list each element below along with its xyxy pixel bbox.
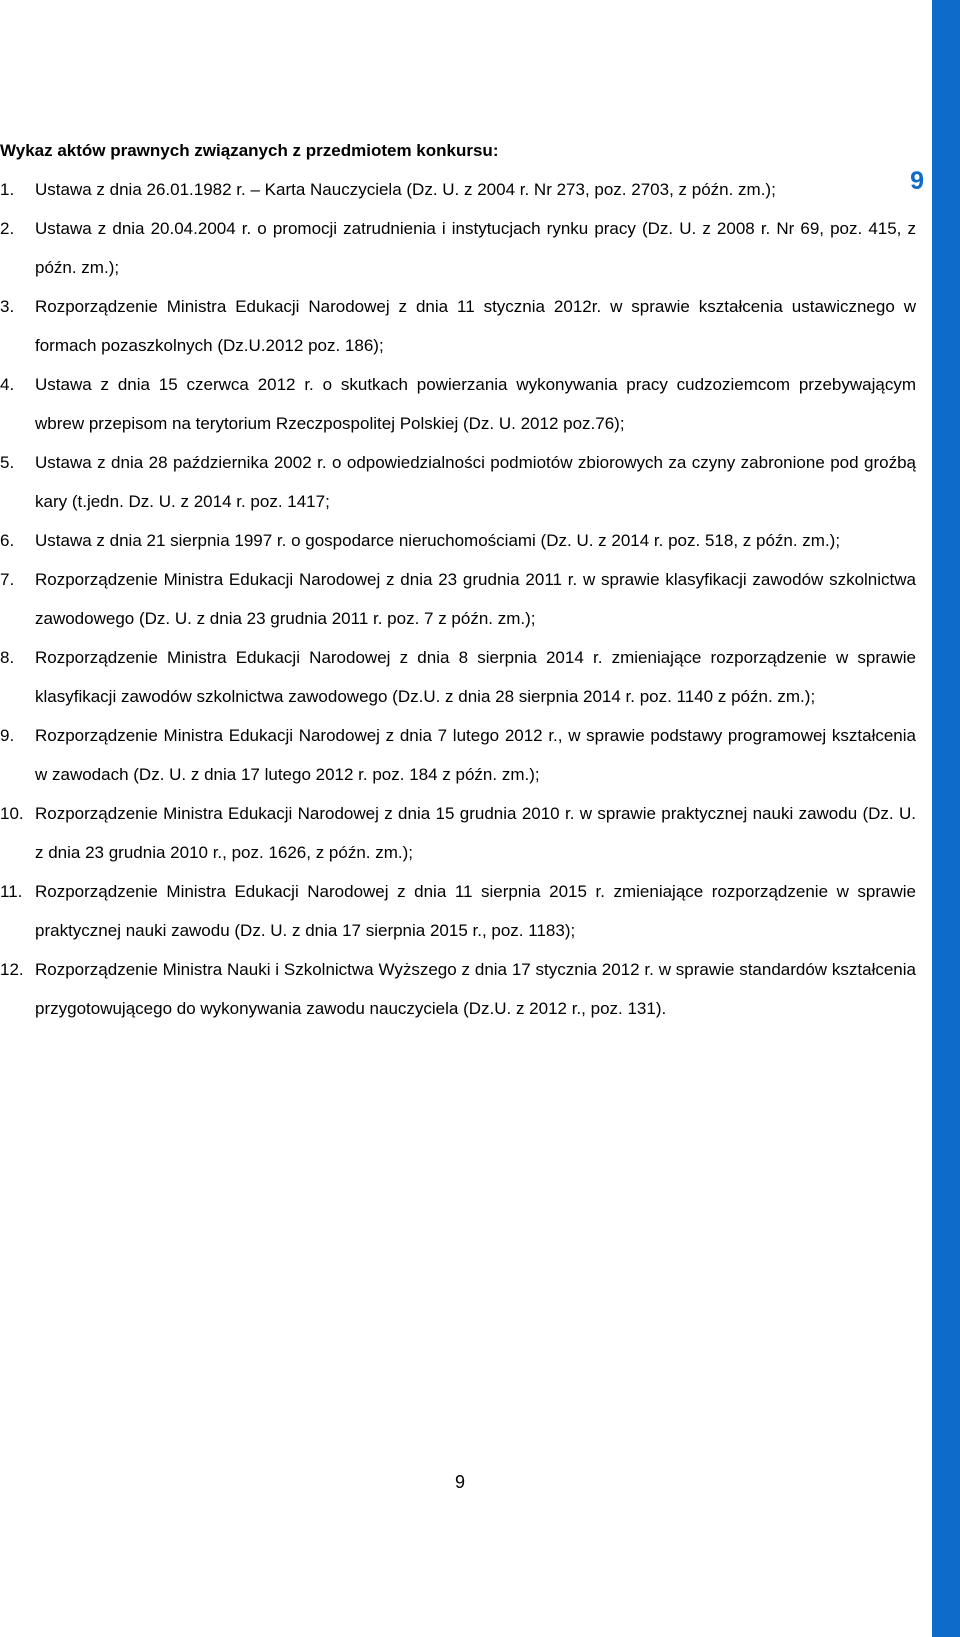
item-number: 5. (0, 453, 15, 472)
list-item (0, 521, 916, 560)
item-text: Rozporządzenie Ministra Edukacji Narodowej z dnia 11 stycznia 2012r. w sprawie kształcenia ustawicznego w formach pozaszkolnych (Dz.U.2012 poz. 186); (35, 297, 916, 355)
list-item (0, 872, 916, 950)
item-text: Rozporządzenie Ministra Edukacji Narodowej z dnia 11 sierpnia 2015 r. zmieniające rozporządzenie w sprawie praktycznej nauki zawodu (Dz. U. z dnia 17 sierpnia 2015 r., poz. 1183); (35, 882, 916, 940)
item-text: Ustawa z dnia 26.01.1982 r. – Karta Nauczyciela (Dz. U. z 2004 r. Nr 273, poz. 2703, z późn. zm.); (35, 180, 776, 199)
item-number: 3. (0, 297, 15, 316)
item-text: Rozporządzenie Ministra Nauki i Szkolnictwa Wyższego z dnia 17 stycznia 2012 r. w sprawie standardów kształcenia przygotowującego do wykonywania zawodu nauczyciela (Dz.U. z 2012 r., poz. 131). (35, 960, 916, 1018)
item-text: Rozporządzenie Ministra Edukacji Narodowej z dnia 15 grudnia 2010 r. w sprawie praktycznej nauki zawodu (Dz. U. z dnia 23 grudnia 2010 r., poz. 1626, z późn. zm.); (35, 804, 916, 862)
list-item (0, 287, 916, 365)
item-number: 8. (0, 648, 15, 667)
document-content (0, 137, 916, 1028)
list-heading: Wykaz aktów prawnych związanych z przedmiotem konkursu: (0, 141, 499, 160)
item-number: 1. (0, 180, 15, 199)
item-number: 10. (0, 804, 24, 823)
item-number: 11. (0, 882, 23, 901)
item-number: 12. (0, 960, 24, 979)
side-color-bar (932, 0, 960, 1637)
item-text: Rozporządzenie Ministra Edukacji Narodowej z dnia 7 lutego 2012 r., w sprawie podstawy programowej kształcenia w zawodach (Dz. U. z dnia 17 lutego 2012 r. poz. 184 z późn. zm.); (35, 726, 916, 784)
list-item (0, 365, 916, 443)
list-item (0, 560, 916, 638)
footer-page-number: 9 (455, 1472, 466, 1492)
item-text: Ustawa z dnia 28 października 2002 r. o odpowiedzialności podmiotów zbiorowych za czyny zabronione pod groźbą kary (t.jedn. Dz. U. z 2014 r. poz. 1417; (35, 453, 916, 511)
item-number: 4. (0, 375, 15, 394)
list-item (0, 794, 916, 872)
list-item (0, 638, 916, 716)
item-number: 9. (0, 726, 15, 745)
item-text: Rozporządzenie Ministra Edukacji Narodowej z dnia 8 sierpnia 2014 r. zmieniające rozporządzenie w sprawie klasyfikacji zawodów szkolnictwa zawodowego (Dz.U. z dnia 28 sierpnia 2014 r. poz. 1140 z późn. zm.); (35, 648, 916, 706)
list-item (0, 209, 916, 287)
list-item (0, 716, 916, 794)
item-number: 2. (0, 219, 15, 238)
item-text: Ustawa z dnia 15 czerwca 2012 r. o skutkach powierzania wykonywania pracy cudzoziemcom przebywającym wbrew przepisom na terytorium Rzeczpospolitej Polskiej (Dz. U. 2012 poz.76); (35, 375, 916, 433)
item-text: Rozporządzenie Ministra Edukacji Narodowej z dnia 23 grudnia 2011 r. w sprawie klasyfikacji zawodów szkolnictwa zawodowego (Dz. U. z dnia 23 grudnia 2011 r. poz. 7 z późn. zm.); (35, 570, 916, 628)
item-number: 6. (0, 531, 15, 550)
list-item (0, 950, 916, 1028)
side-page-number: 9 (910, 167, 924, 195)
item-text: Ustawa z dnia 20.04.2004 r. o promocji zatrudnienia i instytucjach rynku pracy (Dz. U. z 2008 r. Nr 69, poz. 415, z późn. zm.); (35, 219, 916, 277)
item-number: 7. (0, 570, 15, 589)
list-item (0, 443, 916, 521)
list-item (0, 170, 916, 209)
item-text: Ustawa z dnia 21 sierpnia 1997 r. o gospodarce nieruchomościami (Dz. U. z 2014 r. poz. 518, z późn. zm.); (35, 531, 841, 550)
legal-acts-list (0, 170, 916, 1028)
